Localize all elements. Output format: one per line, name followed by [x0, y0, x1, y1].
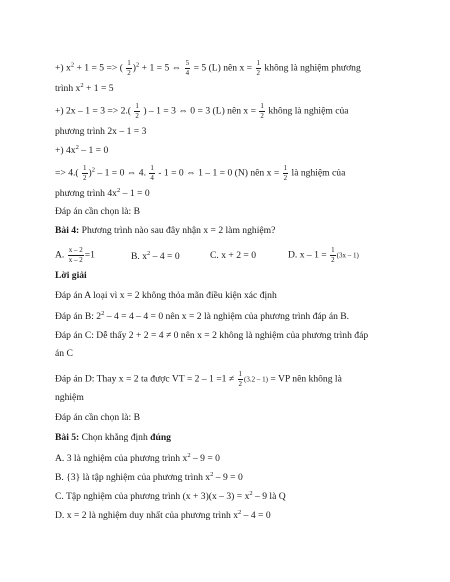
line-2: trình $x^2 + 1 = 5$	[55, 82, 114, 95]
solution-line-d: Đáp án D: Thay x = 2 ta được VT = 2 – 1 =1 ≠ $\frac{1}{2}$ (3.2 – 1) = VP nên không là	[55, 370, 342, 388]
line-7: phương trình $4x^2 - 1 = 0$	[55, 187, 150, 200]
fraction-one-half: $\frac{1}{2}$	[256, 59, 260, 77]
problem-5-option-c: C. Tập nghiệm của phương trình $(x + 3)(x - 3) = x^2 - 9$ là Q	[55, 490, 286, 503]
problem-5-option-b: B. {3} là tập nghiệm của phương trình $x^2 - 9 = 0$	[55, 471, 243, 484]
fraction-one-half: $\frac{1}{2}$	[83, 164, 87, 182]
fraction-one-half: $\frac{1}{2}$	[238, 370, 243, 388]
solution-line-a: Đáp án A loại vì x = 2 không thỏa mãn điều kiện xác định	[55, 290, 277, 301]
answer-line-2: Đáp án cần chọn là: B	[55, 412, 140, 423]
solution-heading: Lời giải	[55, 270, 87, 281]
solution-line-c: Đáp án C: Dễ thấy 2 + 2 = 4 ≠ 0 nên x = 2 không là nghiệm của phương trình đáp	[55, 330, 369, 341]
problem-5-option-d: D. x = 2 là nghiệm duy nhất của phương trình $x^2 - 4 = 0$	[55, 509, 271, 522]
problem-5-heading: Bài 5: Chọn khẳng định đúng	[55, 432, 171, 443]
option-c: C. x + 2 = 0	[210, 250, 257, 261]
solution-line-c-cont: án C	[55, 348, 73, 359]
answer-line-1: Đáp án cần chọn là: B	[55, 206, 140, 217]
solution-line-b: Đáp án B: $2^2 - 4 = 4 - 4 = 0$ nên x = 2 là nghiệm của phương trình đáp án B.	[55, 310, 350, 323]
option-b: B. $x^2 - 4 = 0$	[131, 250, 180, 263]
fraction-one-half: $\frac{1}{2}$	[331, 246, 335, 264]
line-5: +) $4x^2 - 1 = 0$	[55, 144, 109, 157]
line-1: +) $x^2 + 1 = 5$ => ( $\frac{1}{2}$ )$^2$ + 1 = 5 ⇔ $\frac{5}{4}$ = 5 (L) nên x = $\frac{1}{2}$ không là nghiệm phương	[55, 59, 361, 77]
fraction-one-quarter: $\frac{1}{4}$	[150, 164, 154, 182]
fraction-one-half: $\frac{1}{2}$	[283, 164, 288, 182]
line-3: +) 2x – 1 = 3 => 2.( $\frac{1}{2}$ ) – 1 = 3 ⇔ 0 = 3 (L) nên x = $\frac{1}{2}$ không là nghiệm của	[55, 102, 349, 120]
problem-4-heading: Bài 4: Phương trình nào sau đây nhận x = 2 làm nghiệm?	[55, 225, 276, 236]
fraction-five-quarters: $\frac{5}{4}$	[185, 59, 190, 77]
line-4: phương trình 2x – 1 = 3	[55, 126, 147, 137]
line-6: => 4.( $\frac{1}{2}$ )$^2$ – 1 = 0 ⇔ 4. $\frac{1}{4}$ - 1 = 0 ⇔ 1 – 1 = 0 (N) nên x = $\frac{1}{2}$ là nghiệm của	[55, 164, 346, 182]
fraction-one-half: $\frac{1}{2}$	[260, 102, 264, 120]
fraction-one-half: $\frac{1}{2}$	[135, 102, 139, 120]
option-a: A. $\frac{x - 2}{x - 2}$ =1	[55, 246, 95, 264]
solution-line-d-cont: nghiệm	[55, 392, 84, 403]
fraction-one-half: $\frac{1}{2}$	[127, 59, 131, 77]
problem-5-option-a: A. 3 là nghiệm của phương trình $x^2 - 9 = 0$	[55, 452, 220, 465]
fraction-option-a: $\frac{x - 2}{x - 2}$	[68, 246, 83, 264]
option-d: D. x – 1 = $\frac{1}{2}$ (3x – 1)	[288, 246, 359, 264]
